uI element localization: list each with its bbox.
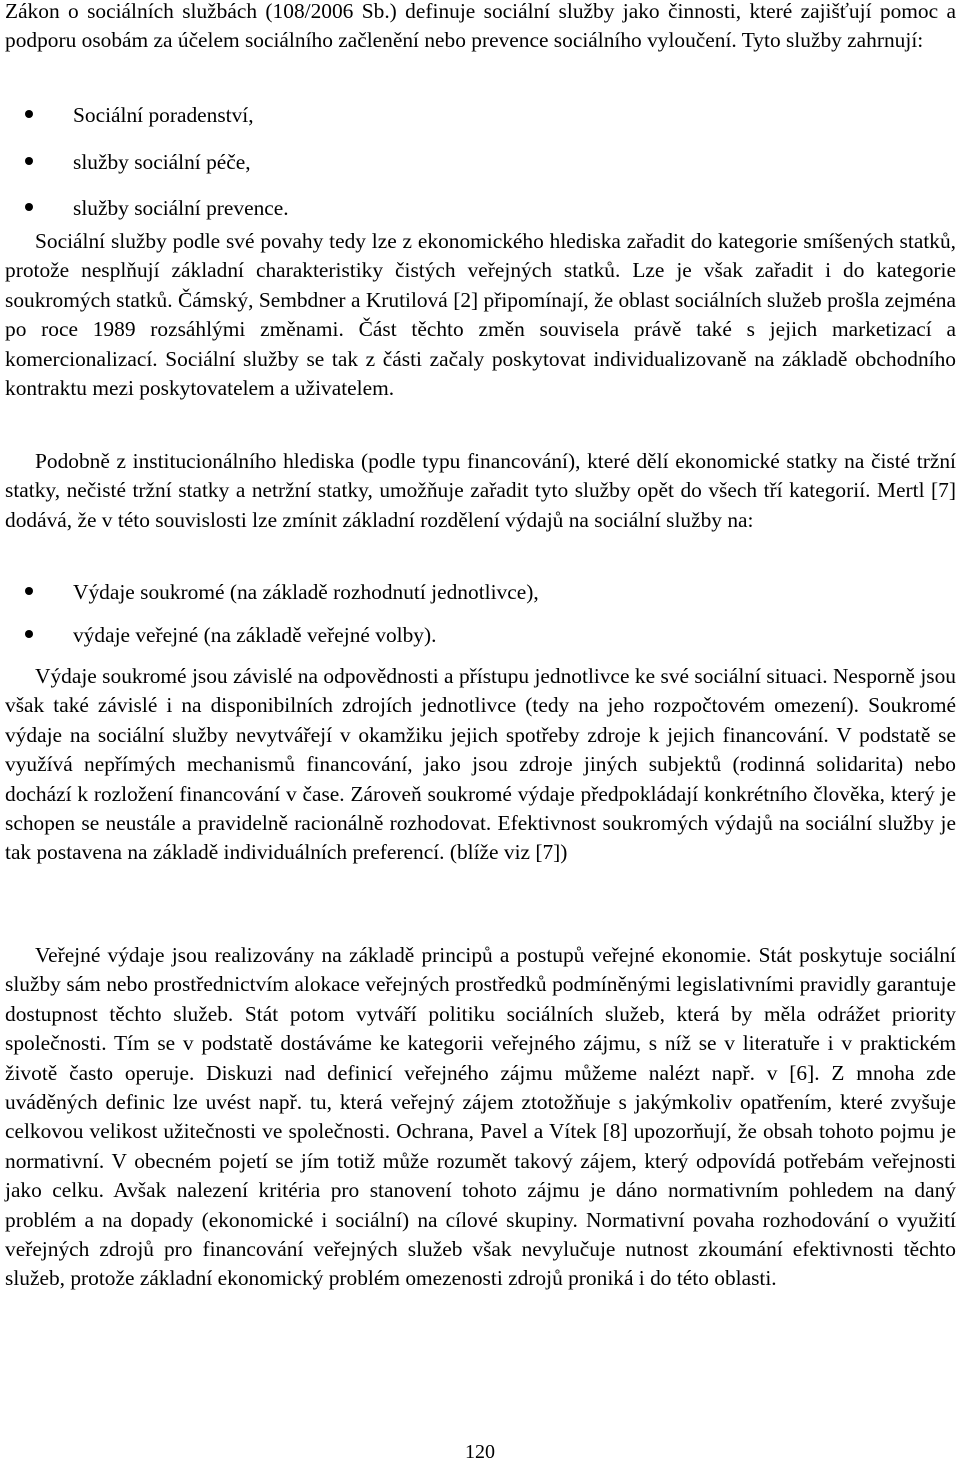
bullet-icon: [25, 630, 33, 638]
paragraph-mixed-goods: Sociální služby podle své povahy tedy lze z ekonomického hlediska zařadit do kategorie smíšených statků, protože nesplňují základní charakteristiky čistých veřejných statků. Lze je však zařadit i do kategorie soukromých statků. Čámský, Sembdner a Krutilová [2] připomínají, že oblast sociálních služeb prošla zejména po roce 1989 rozsáhlými změnami. Část těchto změn souvisela právě také s jejich marketizací a komercionalizací. Sociální služby se tak z části začaly poskytovat individualizovaně na základě obchodního kontraktu mezi poskytovatelem a uživatelem.: [5, 229, 956, 401]
paragraph-intro: Zákon o sociálních službách (108/2006 Sb.) definuje sociální služby jako činnosti, které zajišťují pomoc a podporu osobám za účelem sociálního začlenění nebo prevence sociálního vyloučení. Tyto služby zahrnují:: [5, 0, 956, 53]
bullet-icon: [25, 587, 33, 595]
list-item-text: služby sociální péče,: [73, 149, 251, 174]
paragraph-private-expenditure: Výdaje soukromé jsou závislé na odpovědnosti a přístupu jednotlivce ke své sociální situaci. Nesporně jsou však také závislé i na disponibilních zdrojích jednotlivce (tedy na jeho rozpočtovém omezení). Soukromé výdaje na sociální služby nevytvářejí v okamžiku jejich spotřeby zdroje k jejich financování. V podstatě se využívá nepřímých mechanismů financování, jako jsou zdroje jiných subjektů (rodinná solidarita) nebo dochází k rozložení financování v čase. Zároveň soukromé výdaje předpokládají konkrétního člověka, který je schopen se neustále a pravidelně racionálně rozhodovat. Efektivnost soukromých výdajů na sociální služby je tak postavena na základě individuálních preferencí. (blíže viz [7]): [5, 664, 956, 865]
list-item: [0, 578, 960, 621]
list-item-text: výdaje veřejné (na základě veřejné volby).: [73, 622, 437, 647]
list-item: [0, 148, 960, 195]
page-number: 120: [465, 1441, 495, 1463]
bullet-icon: [25, 203, 33, 211]
list-item-text: služby sociální prevence.: [73, 196, 289, 220]
paragraph-institutional: Podobně z institucionálního hlediska (podle typu financování), které dělí ekonomické statky na čisté tržní statky, nečisté tržní statky a netržní statky, umožňuje zařadit tyto služby opět do všech tří kategorií. Mertl [7] dodává, že v této souvislosti lze zmínit základní rozdělení výdajů na sociální služby na:: [5, 449, 956, 532]
services-list: [0, 101, 960, 241]
bullet-icon: [25, 110, 33, 118]
paragraph-public-expenditure: Veřejné výdaje jsou realizovány na základě principů a postupů veřejné ekonomie. Stát poskytuje sociální služby sám nebo prostřednictvím alokace veřejných prostředků podmíněnými legislativními pravidly garantuje dostupnost těchto služeb. Stát potom vytváří politiku sociálních služeb, která by měla odrážet priority společnosti. Tím se v podstatě dostáváme ke kategorii veřejného zájmu, s níž se v literatuře i v praktickém životě často operuje. Diskuzi nad definicí veřejného zájmu můžeme nalézt např. v [6]. Z mnoha zde uváděných definic lze uvést např. tu, která veřejný zájem ztotožňuje s jakýmkoliv opatřením, které zvyšuje celkovou velikost užitečnosti ve společnosti. Ochrana, Pavel a Vítek [8] upozorňují, že obsah tohoto pojmu je normativní. V obecném pojetí se jím totiž může rozumět takový zájem, který odpovídá potřebám veřejnosti jako celku. Avšak nalezení kritéria pro stanovení tohoto zájmu je dáno normativním pohledem na daný problém a na dopady (ekonomické i sociální) na cílové skupiny. Normativní povaha rozhodování o využití veřejných zdrojů pro financování veřejných služeb však nevylučuje nutnost zkoumání efektivnosti těchto služeb, protože základní ekonomický problém omezenosti zdrojů proniká i do této oblasti.: [5, 943, 956, 1291]
list-item-text: Sociální poradenství,: [73, 103, 254, 127]
list-item: [0, 101, 960, 148]
expenditure-list: [0, 578, 960, 663]
list-item-text: Výdaje soukromé (na základě rozhodnutí jednotlivce),: [73, 580, 539, 604]
bullet-icon: [25, 157, 33, 165]
list-item: [0, 621, 960, 664]
